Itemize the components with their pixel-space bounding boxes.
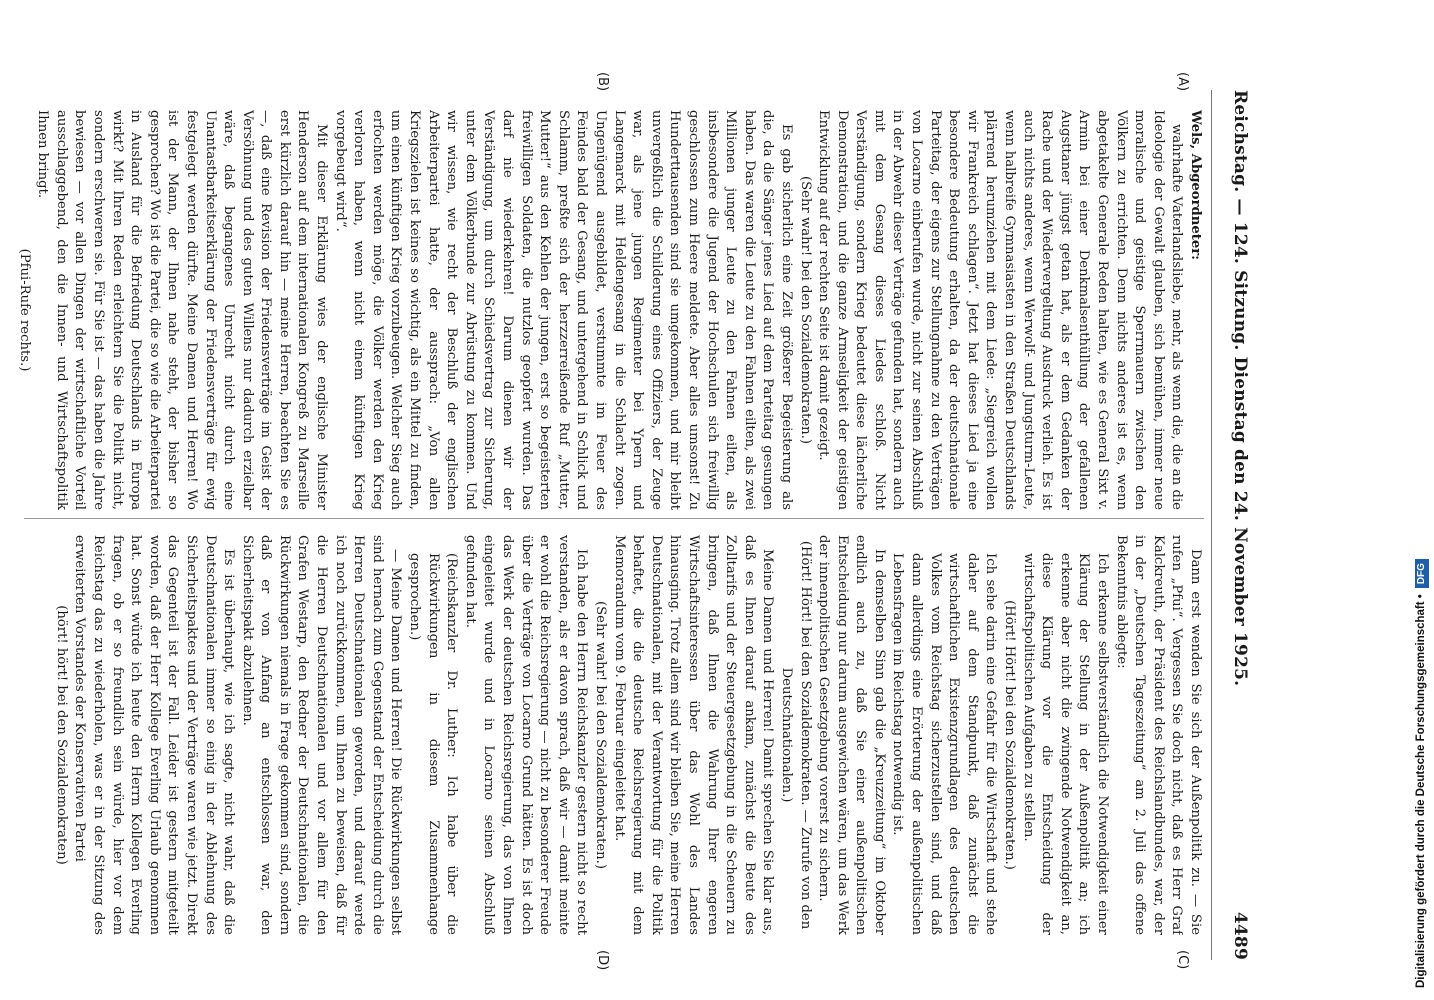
quote-block: Ich erkenne selbstverständlich die Notwendigkeit einer Klärung der Stellung in der Außenpolitik an; ich erkenne aber nicht die zwingende Notwendigkeit an, diese Klärung vor die Entscheidung der wirtschaftspolitischen Aufgaben zu stellen. [1020, 553, 1111, 935]
body-paragraph: In demselben Sinn gab die „Kreuzzeitung“ im Oktober endlich auch zu, daß Sie einer außenpolitischen Entscheidung nur darum ausgewichen wären, um das Werk der innenpolitischen Gesetzgebung vorerst zu sichern. [816, 535, 887, 935]
interjection: (Hört! Hört! bei den Sozialdemokraten.) [1002, 600, 1018, 870]
margin-marker-a: (A) [1175, 72, 1190, 92]
interjection: (Sehr wahr! bei den Sozialdemokraten.) [593, 601, 608, 869]
margin-marker-b: (B) [595, 72, 610, 92]
margin-marker-d: (D) [595, 950, 610, 971]
left-column [14, 110, 1204, 510]
body-paragraph: Ich habe den Herrn Reichskanzler gestern nicht so recht verstanden, als er davon sprach, daß wir — damit meinte er wohl die Reichsregierung — nicht zu besonderer Freude über die Verträge von Locarno Grund hätten. Es ist doch das Werk der deutschen Reichsregierung, das von Ihnen eingeleitet wurde und in Locarno seinen Abschluß gefunden hat. [462, 535, 590, 935]
body-paragraph: Dann erst wenden Sie sich der Außenpolitik zu. — Sie rufen „Pfui“. Vergessen Sie doch nicht, daß es Herr Graf Kalckreuth, der Präsident des Reichslandbundes, war, der in der „Deutschen Tageszeitung“ am 2. Juli das offene Bekenntnis ablegte: [1113, 535, 1203, 935]
header-rule [1211, 90, 1212, 960]
body-paragraph: Mit dieser Erklärung wies der englische Minister Henderson auf dem internationalen Kongreß zu Marseille erst kürzlich darauf hin — meine Herren, beachten Sie es —, daß eine Revision der Friedensverträge im Geist der Versöhnung und des guten Willens nur dadurch erzielbar wäre, daß begangenes Unrecht nicht durch eine Unantastbarkeitserklärung der Friedensverträge für ewig festgelegt werden dürfte. Meine Damen und Herren! Wo ist der Mann, der Ihnen nahe steht, der bisher so gesprochen? Wo ist die Partei, die so wie die Arbeiterpartei in Ausland für die Befriedung Deutschlands in Europa wirkt? Mit Ihren Reden erleichtern Sie die Politik nicht, sondern erschweren sie. Für Sie ist — das haben die Jahre bewiesen — vor allen Dingen der wirtschaftliche Vorteil ausschlaggebend, den die Innen- und Wirtschaftspolitik Ihnen bringt. [35, 110, 330, 510]
page-number: 4489 [1230, 911, 1250, 960]
body-paragraph: Meine Damen und Herren! Damit sprechen Sie klar aus, daß es Ihnen darauf ankam, zunächst die Beute des Zolltarifs und der Steuergesetzgebung in die Scheuern zu bringen, daß Ihnen die Wahrung Ihrer engeren Wirtschaftsinteressen über das Wohl des Landes hinausging. Trotz allem sind wir bleiben Sie, meine Herren Deutschnationalen, mit der Verantwortung für die Politik behaftet, die die deutsche Reichsregierung mit dem Memorandum vom 9. Februar eingeleitet hat. [611, 535, 776, 935]
interjection: (Pfui-Rufe rechts.) [16, 248, 32, 372]
speaker-name: Wels, Abgeordneter: [1188, 110, 1203, 261]
running-head: Reichstag. — 124. Sitzung. Dienstag den 24. November 1925. [1230, 90, 1250, 687]
dfg-credit [1410, 8, 1432, 988]
right-column [14, 535, 1204, 935]
interjection: (hört! hört! bei den Sozialdemokraten) [53, 605, 69, 865]
credit-text: Digitalisierung gefördert durch die Deutsche Forschungsgemeinschaft • [1415, 594, 1427, 988]
margin-marker-c: (C) [1175, 950, 1190, 970]
speaker-line [1185, 110, 1204, 510]
interjection: (Hört! Hört! bei den Sozialdemokraten. — Zurufe von den Deutschnationalen.) [778, 540, 813, 930]
column-divider [24, 518, 1204, 519]
quote-block: Ich sehe darin eine Gefahr für die Wirtschaft und stehe daher auf dem Standpunkt, daß zunächst die wirtschaftlichen Existenzgrundlagen des deutschen Volkes vom Reichstag sicherzustellen sind, und daß dann allerdings eine Erörterung der außenpolitischen Lebensfragen im Reichstag notwendig ist. [890, 553, 999, 935]
dfg-logo: DFG [1415, 559, 1429, 588]
body-paragraph: Es ist überhaupt, wie ich sagte, nicht wahr, daß die Deutschnationalen immer so einig in der Ablehnung des Sicherheitspaktes und der Verträge waren wie jetzt. Direkt das Gegenteil ist der Fall. Leider ist gestern mitgeteilt worden, daß der Herr Kollege Everling Urlaub genommen hat. Sonst würde ich heute den Herrn Kollegen Everling fragen, ob er so freundlich sein würde, hier vor dem Reichstag das zu wiederholen, was er in der Sitzung des erweiterten Vorstandes der Konservativen Partei [72, 535, 237, 935]
body-paragraph: Es gab sicherlich eine Zeit größerer Begeisterung als die, da die Sänger jenes Lied auf dem Parteitag gesungen haben. Das waren die Leute zu den Fahnen eilten, als zwei Millionen junger Leute zu den Fahnen eilten, als insbesondere die Jugend der Hochschulen sich freiwillig geschlossen zum Heere meldete. Aber alles umsonst! Zu Hunderttausenden sind sie umgekommen, und mir bleibt unvergeßlich die Schilderung eines Offiziers, der Zeuge war, als jene jungen Regimenter bei Ypern und Langemarck mit Heldengesang in die Schlacht zogen. Ungenügend ausgebildet, verstummte im Feuer des Feindes bald der Gesang, und untergehend in Schlick und Schlamm, preßte sich der herzzerreißende Ruf „Mutter, Mutter!“ aus den Kehlen der jungen, erst so begeisterten freiwilligen Soldaten, die nutzlos geopfert wurden. Das darf nie wiederkehren! Darum dienen wir der Verständigung, um durch Schiedsvertrag zur Sicherung, unter dem Völkerbunde zur Abrüstung zu kommen. Und wir wissen, wie recht der Beschluß der englischen Arbeiterpartei hatte, der aussprach: „Von allen Kriegszielen ist keines so wichtig, als ein Mittel zu finden, um einen künftigen Krieg vorzubeugen. Welcher Sieg auch erfochten werden möge, die Völker werden den Krieg verloren haben, wenn nicht einem künftigen Krieg vorgebeugt wird“. [332, 110, 794, 510]
page-header [1214, 90, 1250, 960]
body-paragraph: wahrhafte Vaterlandsliebe, mehr, als wenn die, die an die Ideologie der Gewalt glauben, sich bemühen, immer neue moralische und geistige Sperrmauern zwischen den Völkern zu errichten. Denn nichts anderes ist es, wenn abgetakelte Generale Reden halten, wie es General Sixt v. Armin bei einer Denkmalsenthüllung der gefallenen Augsttaner jüngst getan hat, als er dem Gedanken der Rache und der Wiedervergeltung Ausdruck verlieh. Es ist auch nichts anderes, wenn Werwolf- und Jungsturm-Leute, wenn halbreife Gymnasiasten in den Straßen Deutschlands plärrend herumziehen mit dem Liede: „Siegreich wollen wir Frankreich schlagen“. Jetzt hat dieses Lied ja eine besondere Bedeutung erhalten, da der deutschnationale Parteitag, der eigens zur Stellungnahme zu den Verträgen von Locarno einberufen wurde, nicht zur seinen Abschluß in der Abwehr dieser Verträge gefunden hat, sondern auch mit dem Gesang dieses Liedes schloß. Nicht Verständigung, sondern Krieg bedeutet diese lächerliche Demonstration, und die ganze Armseligkeit der geistigen Entwicklung auf der rechten Seite ist damit gezeigt. [816, 110, 1185, 510]
credit-line [1410, 8, 1432, 988]
body-paragraph: — Meine Damen und Herren! Die Rückwirkungen selbst sind hernach zum Gegenstand der Entscheidung durch die Herren Deutschnationalen geworden, und darauf werde ich noch zurückkommen, um Ihnen zu beweisen, daß für die Herren Deutschnationalen und vor allem für den Grafen Westarp, den Redner der Deutschnationalen, die Rückwirkungen niemals in Frage gekommen sind, sondern daß er von Anfang an entschlossen war, den Sicherheitspakt abzulehnen. [239, 535, 404, 935]
interjection: (Sehr wahr! bei den Sozialdemokraten.) [797, 176, 813, 444]
interjection: (Reichskanzler Dr. Luther: Ich habe über die Rückwirkungen in diesem Zusammenhange gesprochen.) [407, 553, 460, 935]
